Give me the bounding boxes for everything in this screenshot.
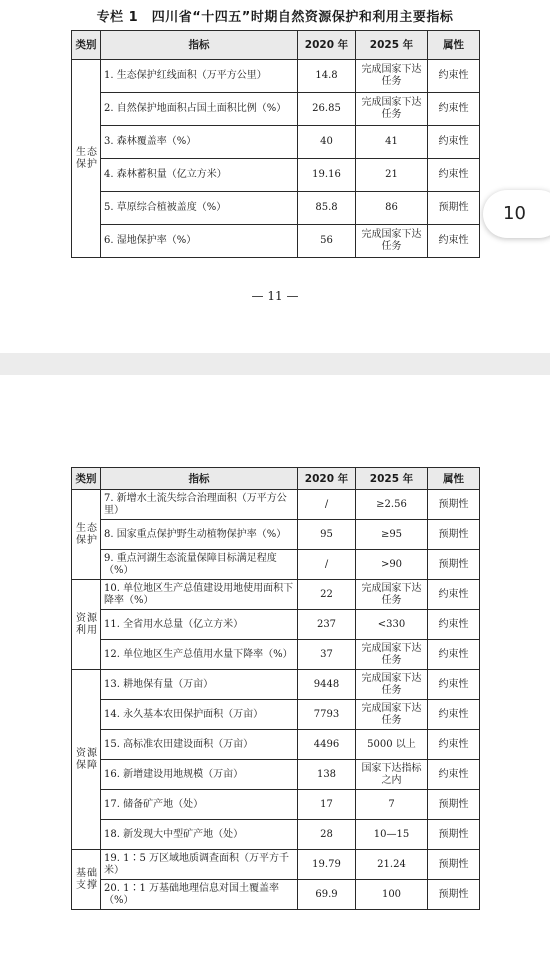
indicator-cell: 14. 永久基本农田保护面积（万亩） bbox=[101, 700, 298, 730]
category-cell bbox=[72, 850, 101, 910]
indicator-cell: 9. 重点河湖生态流量保障目标满足程度（%） bbox=[101, 550, 298, 580]
indicator-table-part2 bbox=[71, 467, 480, 910]
indicator-cell: 10. 单位地区生产总值建设用地使用面积下降率（%） bbox=[101, 580, 298, 610]
indicator-table-part1 bbox=[71, 30, 480, 258]
page-number: — 11 — bbox=[251, 289, 299, 303]
value-2020-cell: 26.85 bbox=[298, 93, 356, 126]
value-2025-cell: 10—15 bbox=[356, 820, 428, 850]
value-2025-cell: 完成国家下达任务 bbox=[356, 670, 428, 700]
attribute-cell: 预期性 bbox=[428, 520, 480, 550]
attribute-cell: 预期性 bbox=[428, 192, 480, 225]
category-label: 基础支撑 bbox=[76, 867, 98, 891]
table-row bbox=[72, 126, 480, 159]
document-page-11 bbox=[0, 0, 550, 353]
attribute-cell: 约束性 bbox=[428, 159, 480, 192]
table-row bbox=[72, 225, 480, 258]
column-header: 属性 bbox=[428, 31, 480, 60]
value-2025-cell: 完成国家下达任务 bbox=[356, 580, 428, 610]
attribute-cell: 预期性 bbox=[428, 550, 480, 580]
indicator-cell: 6. 湿地保护率（%） bbox=[101, 225, 298, 258]
value-2020-cell: 138 bbox=[298, 760, 356, 790]
category-label: 资源利用 bbox=[76, 612, 98, 636]
indicator-cell: 15. 高标准农田建设面积（万亩） bbox=[101, 730, 298, 760]
value-2020-cell: 14.8 bbox=[298, 60, 356, 93]
value-2025-cell: 41 bbox=[356, 126, 428, 159]
indicator-cell: 20. 1∶1 万基础地理信息对国土覆盖率（%） bbox=[101, 880, 298, 910]
value-2025-cell: ≥95 bbox=[356, 520, 428, 550]
category-cell bbox=[72, 60, 101, 258]
table-row bbox=[72, 490, 480, 520]
indicator-cell: 17. 储备矿产地（处） bbox=[101, 790, 298, 820]
value-2025-cell: 完成国家下达任务 bbox=[356, 640, 428, 670]
column-header: 类别 bbox=[72, 468, 101, 490]
value-2020-cell: 28 bbox=[298, 820, 356, 850]
value-2020-cell: 19.79 bbox=[298, 850, 356, 880]
column-header: 类别 bbox=[72, 31, 101, 60]
value-2025-cell: 完成国家下达任务 bbox=[356, 93, 428, 126]
value-2025-cell: >90 bbox=[356, 550, 428, 580]
value-2020-cell: 9448 bbox=[298, 670, 356, 700]
table-row bbox=[72, 640, 480, 670]
category-cell bbox=[72, 490, 101, 580]
table-row bbox=[72, 580, 480, 610]
attribute-cell: 预期性 bbox=[428, 490, 480, 520]
value-2025-cell: 86 bbox=[356, 192, 428, 225]
table-row bbox=[72, 93, 480, 126]
value-2020-cell: 85.8 bbox=[298, 192, 356, 225]
indicator-cell: 3. 森林覆盖率（%） bbox=[101, 126, 298, 159]
table-row bbox=[72, 850, 480, 880]
value-2020-cell: 7793 bbox=[298, 700, 356, 730]
table-header-row bbox=[72, 468, 480, 490]
attribute-cell: 约束性 bbox=[428, 730, 480, 760]
attribute-cell: 约束性 bbox=[428, 610, 480, 640]
column-header: 指标 bbox=[101, 31, 298, 60]
value-2020-cell: 19.16 bbox=[298, 159, 356, 192]
page-gap bbox=[0, 353, 550, 375]
attribute-cell: 约束性 bbox=[428, 670, 480, 700]
value-2020-cell: / bbox=[298, 550, 356, 580]
category-label: 资源保障 bbox=[76, 747, 98, 771]
value-2025-cell: 完成国家下达任务 bbox=[356, 225, 428, 258]
table-header-row bbox=[72, 31, 480, 60]
value-2025-cell: ≥2.56 bbox=[356, 490, 428, 520]
attribute-cell: 约束性 bbox=[428, 93, 480, 126]
indicator-cell: 19. 1∶5 万区域地质调查面积（万平方千米） bbox=[101, 850, 298, 880]
value-2020-cell: 22 bbox=[298, 580, 356, 610]
indicator-cell: 18. 新发现大中型矿产地（处） bbox=[101, 820, 298, 850]
indicator-cell: 13. 耕地保有量（万亩） bbox=[101, 670, 298, 700]
indicator-cell: 7. 新增水土流失综合治理面积（万平方公里） bbox=[101, 490, 298, 520]
category-label: 生态保护 bbox=[76, 146, 98, 170]
category-label: 生态保护 bbox=[76, 522, 98, 546]
table-row bbox=[72, 520, 480, 550]
table-row bbox=[72, 60, 480, 93]
attribute-cell: 预期性 bbox=[428, 880, 480, 910]
indicator-cell: 4. 森林蓄积量（亿立方米） bbox=[101, 159, 298, 192]
value-2020-cell: 237 bbox=[298, 610, 356, 640]
value-2020-cell: 69.9 bbox=[298, 880, 356, 910]
attribute-cell: 约束性 bbox=[428, 126, 480, 159]
column-header: 2020 年 bbox=[298, 468, 356, 490]
value-2025-cell: <330 bbox=[356, 610, 428, 640]
indicator-cell: 5. 草原综合植被盖度（%） bbox=[101, 192, 298, 225]
indicator-cell: 11. 全省用水总量（亿立方米） bbox=[101, 610, 298, 640]
value-2025-cell: 完成国家下达任务 bbox=[356, 60, 428, 93]
table-row bbox=[72, 790, 480, 820]
value-2025-cell: 完成国家下达任务 bbox=[356, 700, 428, 730]
table-row bbox=[72, 670, 480, 700]
value-2020-cell: 40 bbox=[298, 126, 356, 159]
value-2025-cell: 5000 以上 bbox=[356, 730, 428, 760]
indicator-cell: 2. 自然保护地面积占国土面积比例（%） bbox=[101, 93, 298, 126]
indicator-cell: 12. 单位地区生产总值用水量下降率（%） bbox=[101, 640, 298, 670]
value-2025-cell: 国家下达指标之内 bbox=[356, 760, 428, 790]
page-indicator-badge[interactable]: 10 bbox=[483, 190, 550, 238]
attribute-cell: 预期性 bbox=[428, 850, 480, 880]
column-header: 指标 bbox=[101, 468, 298, 490]
value-2020-cell: 56 bbox=[298, 225, 356, 258]
table-row bbox=[72, 820, 480, 850]
value-2020-cell: 95 bbox=[298, 520, 356, 550]
table-title: 专栏 1 四川省“十四五”时期自然资源保护和利用主要指标 bbox=[96, 10, 454, 25]
indicator-cell: 8. 国家重点保护野生动植物保护率（%） bbox=[101, 520, 298, 550]
attribute-cell: 约束性 bbox=[428, 225, 480, 258]
table-row bbox=[72, 159, 480, 192]
category-cell bbox=[72, 580, 101, 670]
value-2025-cell: 21.24 bbox=[356, 850, 428, 880]
attribute-cell: 约束性 bbox=[428, 640, 480, 670]
attribute-cell: 约束性 bbox=[428, 700, 480, 730]
attribute-cell: 约束性 bbox=[428, 580, 480, 610]
column-header: 2025 年 bbox=[356, 31, 428, 60]
value-2020-cell: 4496 bbox=[298, 730, 356, 760]
value-2025-cell: 100 bbox=[356, 880, 428, 910]
table-row bbox=[72, 760, 480, 790]
document-page-12 bbox=[0, 375, 550, 974]
table-row bbox=[72, 550, 480, 580]
column-header: 属性 bbox=[428, 468, 480, 490]
indicator-cell: 1. 生态保护红线面积（万平方公里） bbox=[101, 60, 298, 93]
attribute-cell: 预期性 bbox=[428, 820, 480, 850]
attribute-cell: 预期性 bbox=[428, 790, 480, 820]
value-2020-cell: / bbox=[298, 490, 356, 520]
table-row bbox=[72, 610, 480, 640]
table-row bbox=[72, 880, 480, 910]
table-row bbox=[72, 700, 480, 730]
attribute-cell: 约束性 bbox=[428, 760, 480, 790]
value-2020-cell: 17 bbox=[298, 790, 356, 820]
value-2025-cell: 21 bbox=[356, 159, 428, 192]
indicator-cell: 16. 新增建设用地规模（万亩） bbox=[101, 760, 298, 790]
value-2020-cell: 37 bbox=[298, 640, 356, 670]
value-2025-cell: 7 bbox=[356, 790, 428, 820]
column-header: 2020 年 bbox=[298, 31, 356, 60]
table-row bbox=[72, 192, 480, 225]
attribute-cell: 约束性 bbox=[428, 60, 480, 93]
category-cell bbox=[72, 670, 101, 850]
column-header: 2025 年 bbox=[356, 468, 428, 490]
table-row bbox=[72, 730, 480, 760]
